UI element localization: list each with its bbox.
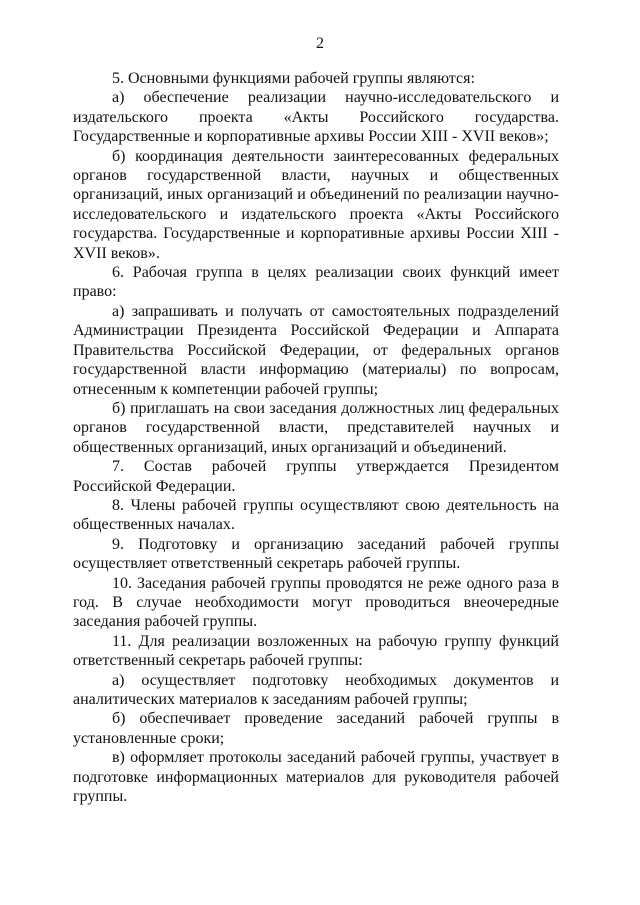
paragraph-6a: а) запрашивать и получать от самостоятельных подразделений Администрации Президента Российской Федерации и Аппарата Правительства Российской Федерации, от федеральных органов государственной власти информацию (материалы) по вопросам, отнесенным к компетенции рабочей группы; [73,302,559,398]
paragraph-11c: в) оформляет протоколы заседаний рабочей группы, участвует в подготовке информационных материалов для руководителя рабочей группы. [73,749,559,806]
paragraph-5a: а) обеспечение реализации научно-исследовательского и издательского проекта «Акты Российского государства. Государственные и корпоративные архивы России XIII - XVII веков»; [73,89,559,146]
paragraph-9: 9. Подготовку и организацию заседаний рабочей группы осуществляет ответственный секретарь рабочей группы. [73,535,559,573]
paragraph-6b: б) приглашать на свои заседания должностных лиц федеральных органов государственной власти, представителей научных и общественных организаций, иных организаций и объединений. [73,399,559,456]
paragraph-5-heading: 5. Основными функциями рабочей группы являются: [112,70,475,87]
paragraph-11b: б) обеспечивает проведение заседаний рабочей группы в установленные сроки; [73,710,559,747]
paragraph-5b: б) координация деятельности заинтересованных федеральных органов государственной власти, научных и общественных организаций, иных организаций и объединений по реализации научно-исследовательского и издательского проекта «Акты Российского государства. Государственные и корпоративные архивы России XIII - XVII веков». [73,147,559,262]
page-number: 2 [316,35,324,52]
paragraph-10: 10. Заседания рабочей группы проводятся не реже одного раза в год. В случае необходимости могут проводиться внеочередные заседания рабочей группы. [73,574,559,631]
paragraph-8: 8. Члены рабочей группы осуществляют свою деятельность на общественных началах. [73,496,559,534]
paragraph-11a: а) осуществляет подготовку необходимых документов и аналитических материалов к заседаниям рабочей группы; [73,671,559,708]
paragraph-11-heading: 11. Для реализации возложенных на рабочую группу функций ответственный секретарь рабочей группы: [73,632,559,670]
document-body [73,69,559,806]
paragraph-7: 7. Состав рабочей группы утверждается Президентом Российской Федерации. [73,458,559,495]
paragraph-6-heading: 6. Рабочая группа в целях реализации своих функций имеет право: [73,264,559,301]
